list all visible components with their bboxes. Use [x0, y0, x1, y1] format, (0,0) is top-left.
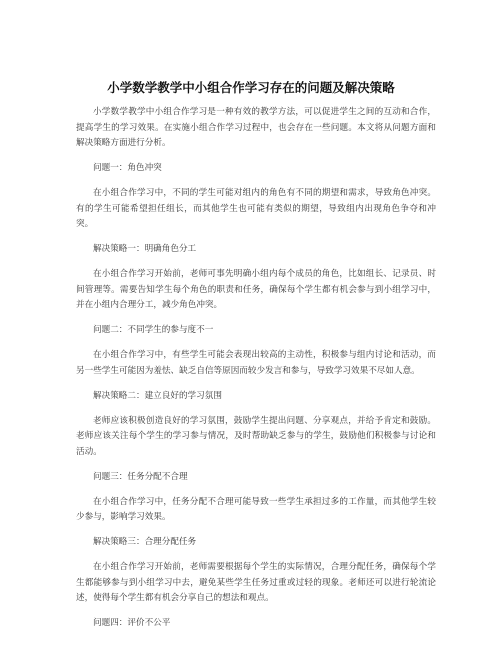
section-heading-problem-4: 问题四：评价不公平 [93, 618, 171, 628]
paragraph-strategy-3: 在小组合作学习开始前，老师需要根据每个学生的实际情况，合理分配任务，确保每个学生都能够参与到小组学习中去，避免某些学生任务过重或过轻的现象。老师还可以进行轮流论述，使得每个学生都有机会分享自己的想法和观点。 [76, 562, 436, 603]
section-heading-strategy-2: 解决策略二：建立良好的学习氛围 [93, 390, 222, 401]
document-body [76, 105, 436, 641]
paragraph-problem-3: 在小组合作学习中，任务分配不合理可能导致一些学生承担过多的工作量，而其他学生较少参与，影响学习效果。 [76, 496, 436, 522]
section-heading-problem-3: 问题三：任务分配不合理 [93, 471, 188, 482]
section-heading-problem-1: 问题一：角色冲突 [93, 163, 162, 173]
section-heading-problem-2: 问题二：不同学生的参与度不一 [93, 325, 214, 335]
section-heading-strategy-1: 解决策略一：明确角色分工 [93, 244, 197, 254]
section-heading-strategy-3: 解决策略三：合理分配任务 [93, 537, 197, 547]
paragraph-strategy-2: 老师应该积极创造良好的学习氛围，鼓励学生提出问题、分享观点，并给予肯定和鼓励。老师应该关注每个学生的学习参与情况，及时帮助缺乏参与的学生，鼓励他们积极参与讨论和活动。 [76, 415, 436, 457]
paragraph-strategy-1: 在小组合作学习开始前，老师可事先明确小组内每个成员的角色，比如组长、记录员、时间管理等。需要告知学生每个角色的职责和任务，确保每个学生都有机会参与到小组学习中，并在小组内合理分工，减少角色冲突。 [76, 269, 436, 310]
paragraph-problem-2: 在小组合作学习中，有些学生可能会表现出较高的主动性，积极参与组内讨论和活动，而另一些学生可能因为羞怯、缺乏自信等原因而较少发言和参与，导致学习效果不尽如人意。 [76, 350, 436, 376]
intro-paragraph: 小学数学教学中小组合作学习是一种有效的教学方法，可以促进学生之间的互动和合作，提高学生的学习效果。在实施小组合作学习过程中，也会存在一些问题。本文将从问题方面和解决策略方面进行分析。 [76, 107, 436, 148]
paragraph-problem-1: 在小组合作学习中，不同的学生可能对组内的角色有不同的期望和需求，导致角色冲突。有的学生可能希望担任组长，而其他学生也可能有类似的期望，导致组内出现角色争夺和冲突。 [76, 188, 436, 229]
document-title: 小学数学教学中小组合作学习存在的问题及解决策略 [107, 80, 395, 95]
